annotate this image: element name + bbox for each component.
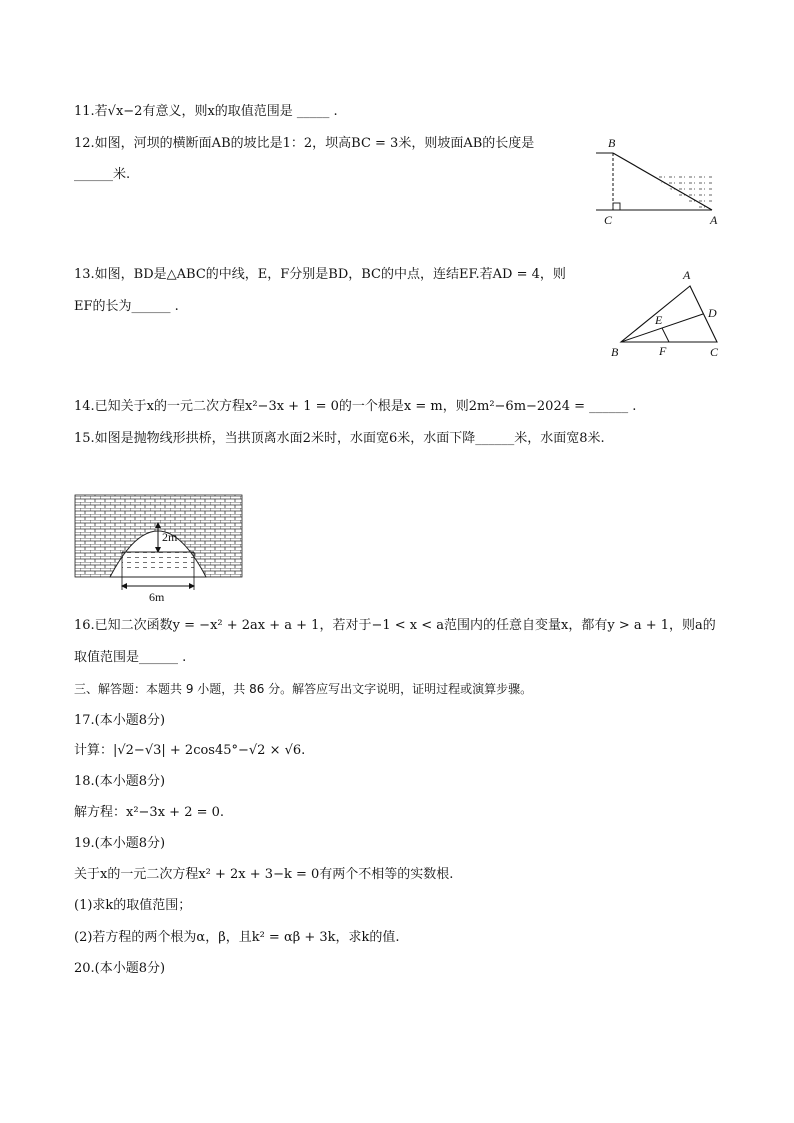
section-3-heading: 三、解答题：本题共 9 小题，共 86 分。解答应写出文字说明，证明过程或演算步骤。 bbox=[74, 682, 533, 696]
label-a: A bbox=[710, 213, 718, 227]
label-f: F bbox=[659, 344, 667, 358]
question-20-heading: 20.(本小题8分) bbox=[74, 961, 166, 976]
label-c: C bbox=[604, 213, 613, 227]
question-19-part-2: (2)若方程的两个根为α，β，且k² = αβ + 3k，求k的值. bbox=[74, 930, 400, 945]
segment-ef bbox=[662, 328, 669, 342]
width-label: 6m bbox=[149, 590, 165, 604]
label-b: B bbox=[608, 136, 616, 150]
question-13-line1: 13.如图，BD是△ABC的中线，E，F分别是BD，BC的中点，连结EF.若AD = 4，则 bbox=[74, 267, 566, 282]
height-label: 2m bbox=[162, 530, 178, 544]
label-c: C bbox=[710, 345, 719, 359]
question-13-line2: EF的长为______ . bbox=[74, 299, 179, 314]
label-d: D bbox=[708, 306, 717, 320]
label-b: B bbox=[611, 345, 619, 359]
question-15: 15.如图是抛物线形拱桥，当拱顶离水面2米时，水面宽6米，水面下降______米，水面宽8米. bbox=[74, 431, 605, 446]
label-a: A bbox=[683, 268, 691, 282]
question-14: 14.已知关于x的一元二次方程x²−3x + 1 = 0的一个根是x = m，则2m²−6m−2024 = ______ . bbox=[74, 399, 637, 414]
label-e: E bbox=[655, 313, 663, 327]
dam-cross-section-figure bbox=[588, 132, 728, 232]
question-16-line1: 16.已知二次函数y = −x² + 2ax + a + 1，若对于−1 < x < a范围内的任意自变量x，都有y > a + 1，则a的 bbox=[74, 618, 716, 633]
right-angle-mark bbox=[613, 203, 620, 210]
question-17-body: 计算：|√2−√3| + 2cos45°−√2 × √6. bbox=[74, 743, 306, 758]
question-18-heading: 18.(本小题8分) bbox=[74, 774, 166, 789]
water-surface bbox=[122, 552, 194, 572]
question-18-body: 解方程：x²−3x + 2 = 0. bbox=[74, 805, 225, 820]
question-12-line2: ______米. bbox=[74, 167, 131, 182]
triangle-abc-figure bbox=[604, 264, 734, 364]
question-16-line2: 取值范围是______ . bbox=[74, 650, 187, 665]
question-12-line1: 12.如图，河坝的横断面AB的坡比是1：2，坝高BC = 3米，则坡面AB的长度是 bbox=[74, 136, 535, 151]
question-17-heading: 17.(本小题8分) bbox=[74, 713, 166, 728]
question-19-heading: 19.(本小题8分) bbox=[74, 836, 166, 851]
question-11: 11.若√x−2有意义，则x的取值范围是 _____ . bbox=[74, 104, 338, 119]
question-19-part-1: (1)求k的取值范围； bbox=[74, 898, 192, 913]
arch-bridge-figure bbox=[70, 490, 250, 605]
question-19-body: 关于x的一元二次方程x² + 2x + 3−k = 0有两个不相等的实数根. bbox=[74, 867, 454, 882]
